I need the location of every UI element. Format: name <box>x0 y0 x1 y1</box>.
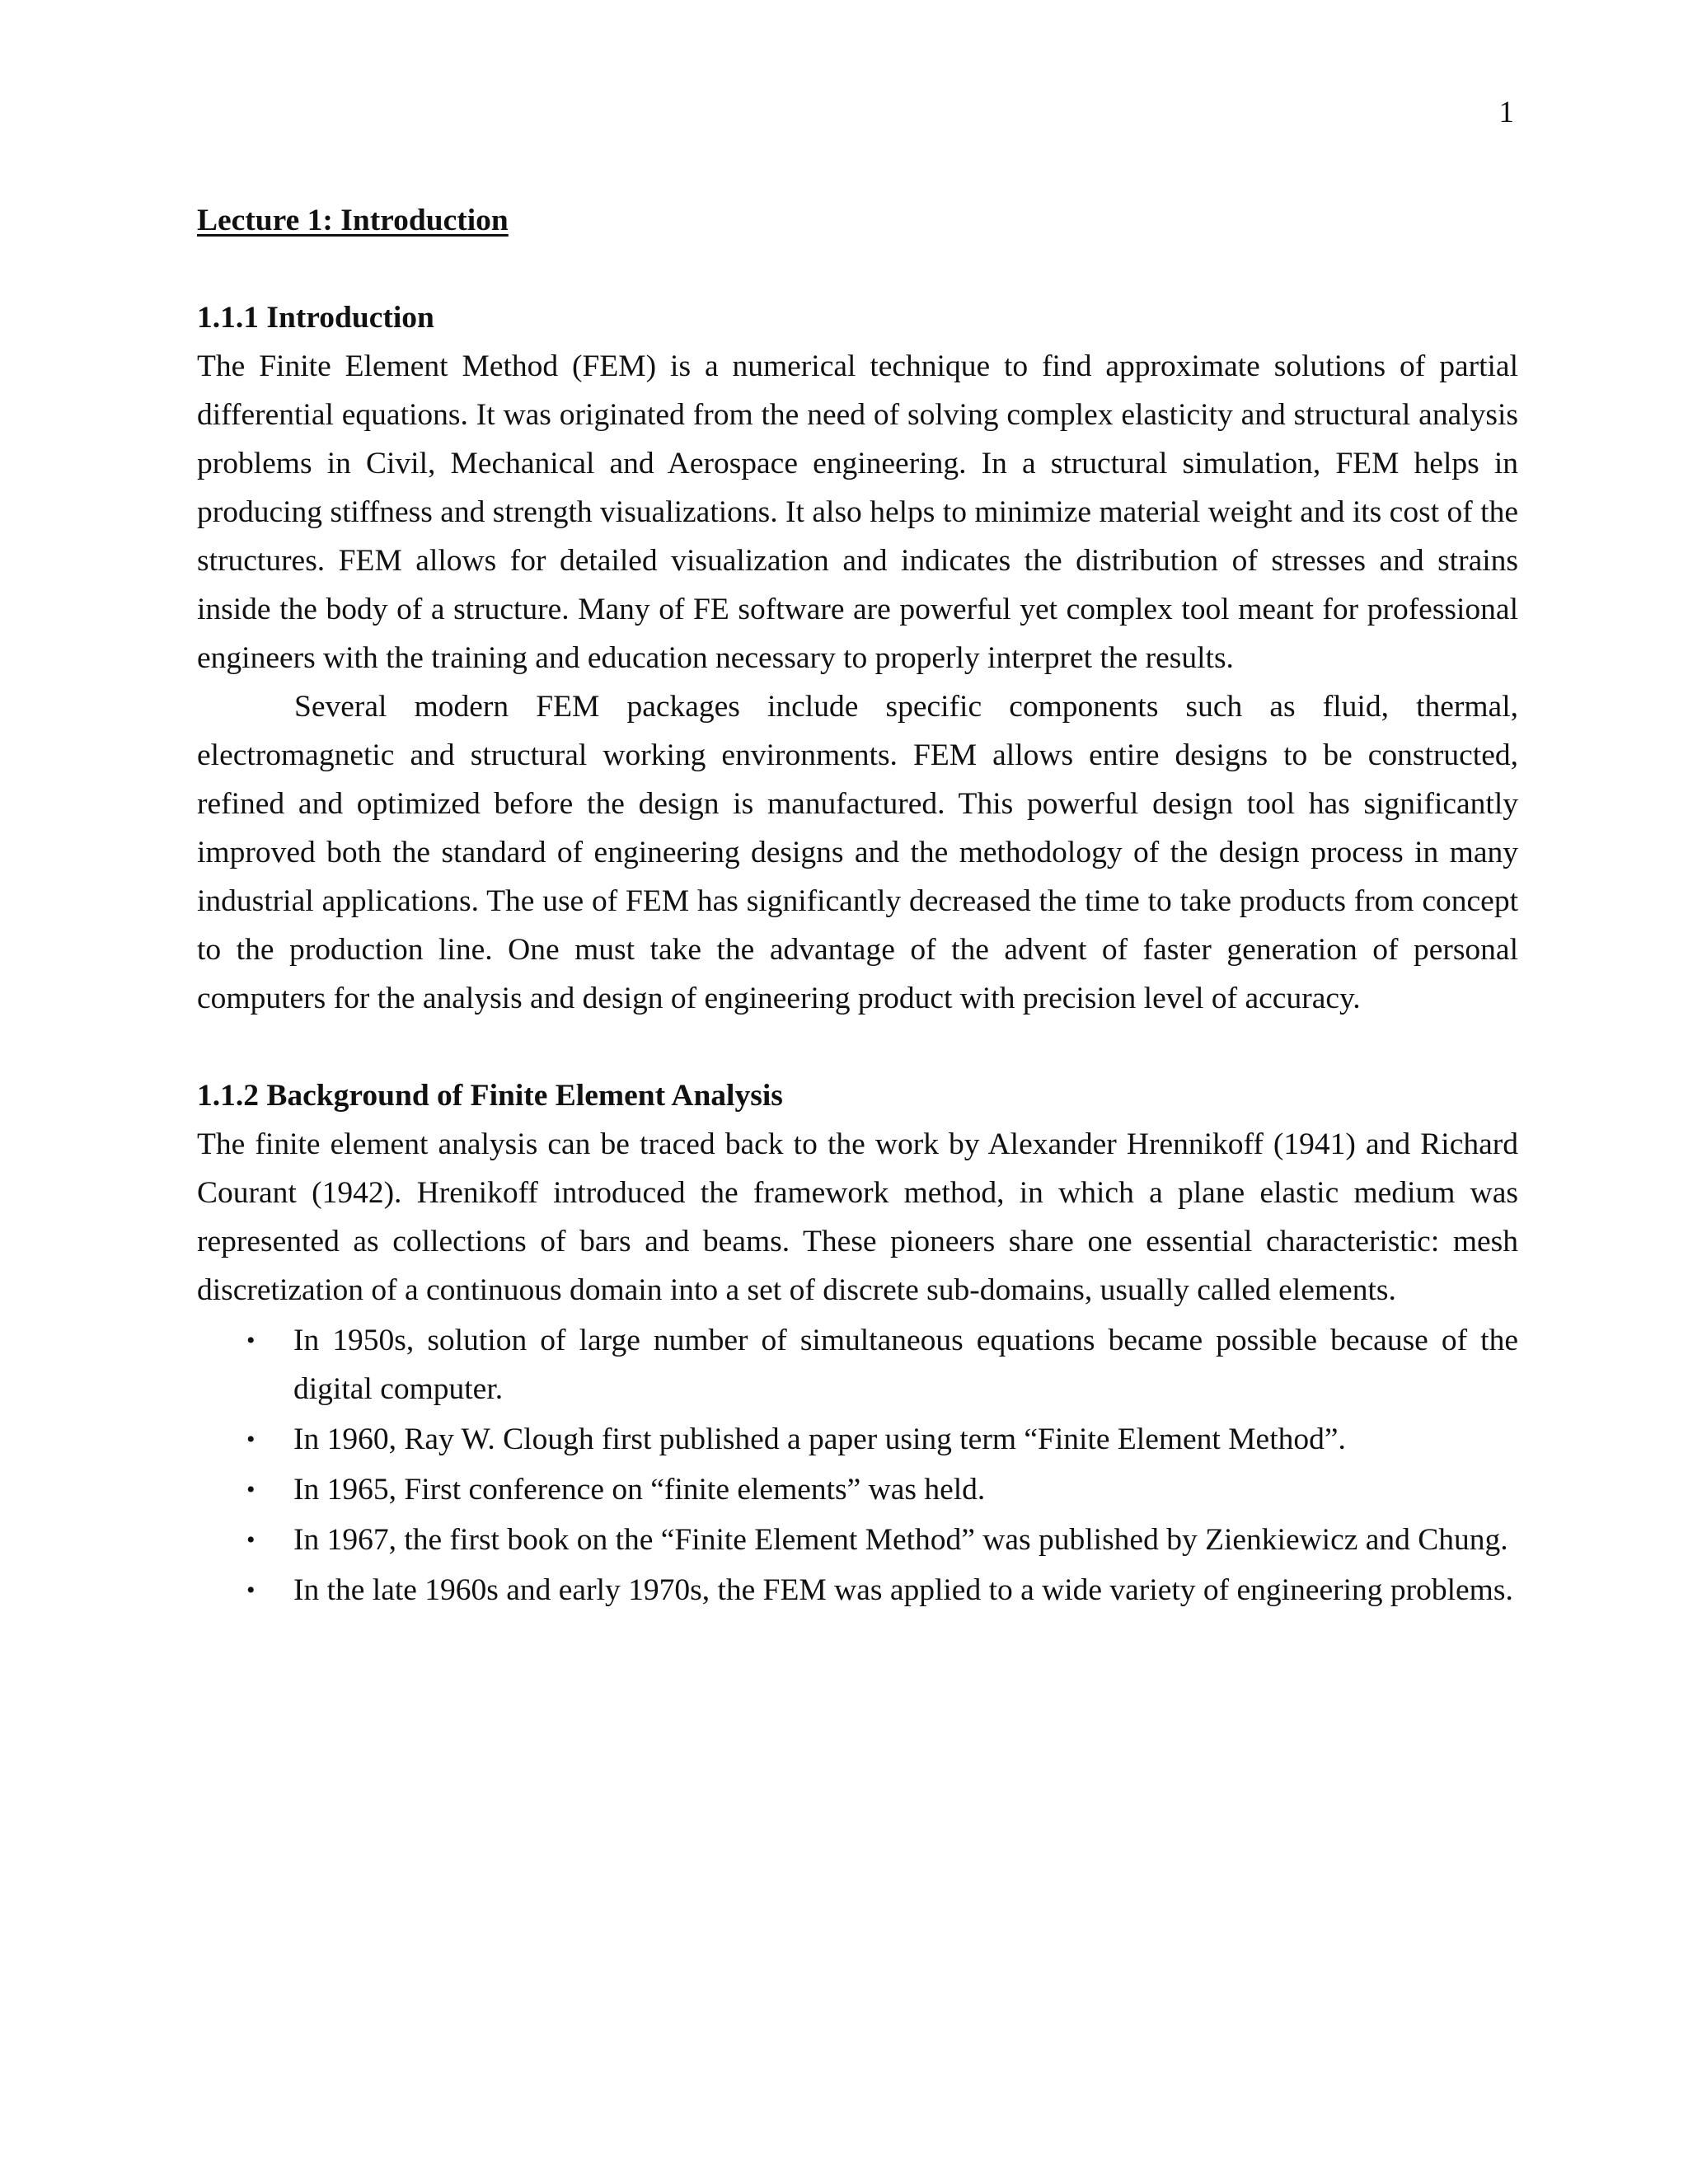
bullet-icon: • <box>246 1327 256 1354</box>
background-paragraph: The finite element analysis can be traced back to the work by Alexander Hrennikoff (1941) and Richard Courant (1942). Hrenikoff introduced the framework method, in which a plane elastic medium was represented as collections of bars and beams. These pioneers share one essential characteristic: mesh discretization of a continuous domain into a set of discrete sub-domains, usually called elements. <box>197 1127 1518 1307</box>
bullet-icon: • <box>246 1526 256 1554</box>
section-background <box>197 1071 1518 1615</box>
list-item-text: In the late 1960s and early 1970s, the FEM was applied to a wide variety of engineering problems. <box>293 1573 1513 1607</box>
list-item-text: In 1950s, solution of large number of simultaneous equations became possible because of the digital computer. <box>293 1324 1518 1406</box>
list-item-text: In 1967, the first book on the “Finite Element Method” was published by Zienkiewicz and Chung. <box>293 1523 1508 1557</box>
bullet-icon: • <box>246 1577 256 1604</box>
list-item <box>197 1566 1518 1615</box>
bullet-icon: • <box>246 1426 256 1453</box>
section-heading-introduction: 1.1.1 Introduction <box>197 301 434 335</box>
list-item <box>197 1516 1518 1564</box>
list-item-text: In 1960, Ray W. Clough first published a paper using term “Finite Element Method”. <box>293 1422 1346 1456</box>
bullet-icon: • <box>246 1476 256 1503</box>
intro-paragraph-2: Several modern FEM packages include specific components such as fluid, thermal, electromagnetic and structural working environments. FEM allows entire designs to be constructed, refined and optimized before the design is manufactured. This powerful design tool has significantly improved both the standard of engineering designs and the methodology of the design process in many industrial applications. The use of FEM has significantly decreased the time to take products from concept to the production line. One must take the advantage of the advent of faster generation of personal computers for the analysis and design of engineering product with precision level of accuracy. <box>197 690 1518 1015</box>
intro-paragraph-1: The Finite Element Method (FEM) is a numerical technique to find approximate solutions of partial differential equations. It was originated from the need of solving complex elasticity and structural analysis problems in Civil, Mechanical and Aerospace engineering. In a structural simulation, FEM helps in producing stiffness and strength visualizations. It also helps to minimize material weight and its cost of the structures. FEM allows for detailed visualization and indicates the distribution of stresses and strains inside the body of a structure. Many of FE software are powerful yet complex tool meant for professional engineers with the training and education necessary to properly interpret the results. <box>197 349 1518 675</box>
history-bullet-list <box>197 1316 1518 1615</box>
list-item <box>197 1415 1518 1464</box>
section-spacer <box>197 1023 1518 1071</box>
list-item <box>197 1465 1518 1514</box>
section-heading-background: 1.1.2 Background of Finite Element Analysis <box>197 1079 783 1113</box>
list-item-text: In 1965, First conference on “finite elements” was held. <box>293 1473 986 1507</box>
lecture-title: Lecture 1: Introduction <box>197 204 509 237</box>
section-introduction <box>197 293 1518 1023</box>
list-item <box>197 1316 1518 1413</box>
page-number: 1 <box>1498 96 1514 129</box>
document-body <box>197 196 1518 1616</box>
